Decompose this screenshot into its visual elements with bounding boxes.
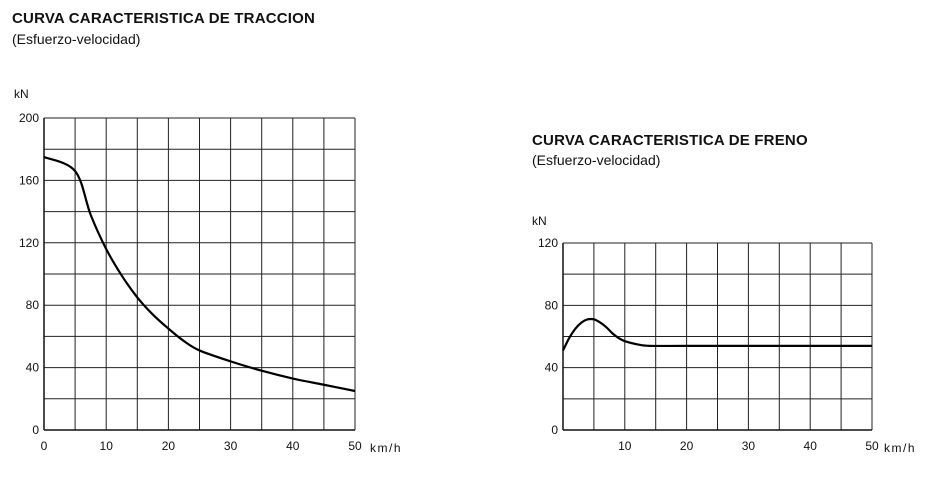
brake-y-tick-label: 0 [551,423,558,437]
traction-chart-subtitle: (Esfuerzo-velocidad) [12,31,141,47]
brake-x-axis-unit: km/h [884,441,917,455]
brake-y-tick-label: 80 [544,298,558,313]
traction-x-tick-label: 30 [223,439,238,453]
brake-y-tick-label: 40 [544,360,558,375]
traction-y-tick-label: 80 [25,298,39,313]
brake-chart-title: CURVA CARACTERISTICA DE FRENO [532,132,808,149]
traction-y-tick-label: 40 [25,360,39,375]
brake-y-tick-label: 120 [537,236,558,250]
brake-x-tick-label: 40 [803,439,817,453]
brake-x-tick-label: 50 [865,439,879,453]
brake-x-tick-label: 10 [618,439,632,453]
traction-y-tick-label: 160 [18,173,39,188]
brake-x-tick-label: 20 [679,439,694,453]
traction-x-tick-label: 20 [161,439,176,453]
brake-chart-subtitle: (Esfuerzo-velocidad) [532,152,661,168]
traction-y-axis-unit: kN [14,87,29,101]
brake-x-tick-label: 30 [741,439,756,453]
traction-y-tick-label: 200 [18,111,39,125]
traction-x-tick-label: 50 [348,439,362,453]
traction-chart-title: CURVA CARACTERISTICA DE TRACCION [12,10,316,27]
traction-y-tick-label: 0 [32,423,39,437]
traction-x-tick-label: 40 [286,439,300,453]
traction-x-tick-label: 0 [40,439,48,453]
traction-x-axis-unit: km/h [370,441,403,455]
brake-y-axis-unit: kN [532,214,547,228]
traction-x-tick-label: 10 [99,439,113,453]
traction-y-tick-label: 120 [18,235,39,250]
